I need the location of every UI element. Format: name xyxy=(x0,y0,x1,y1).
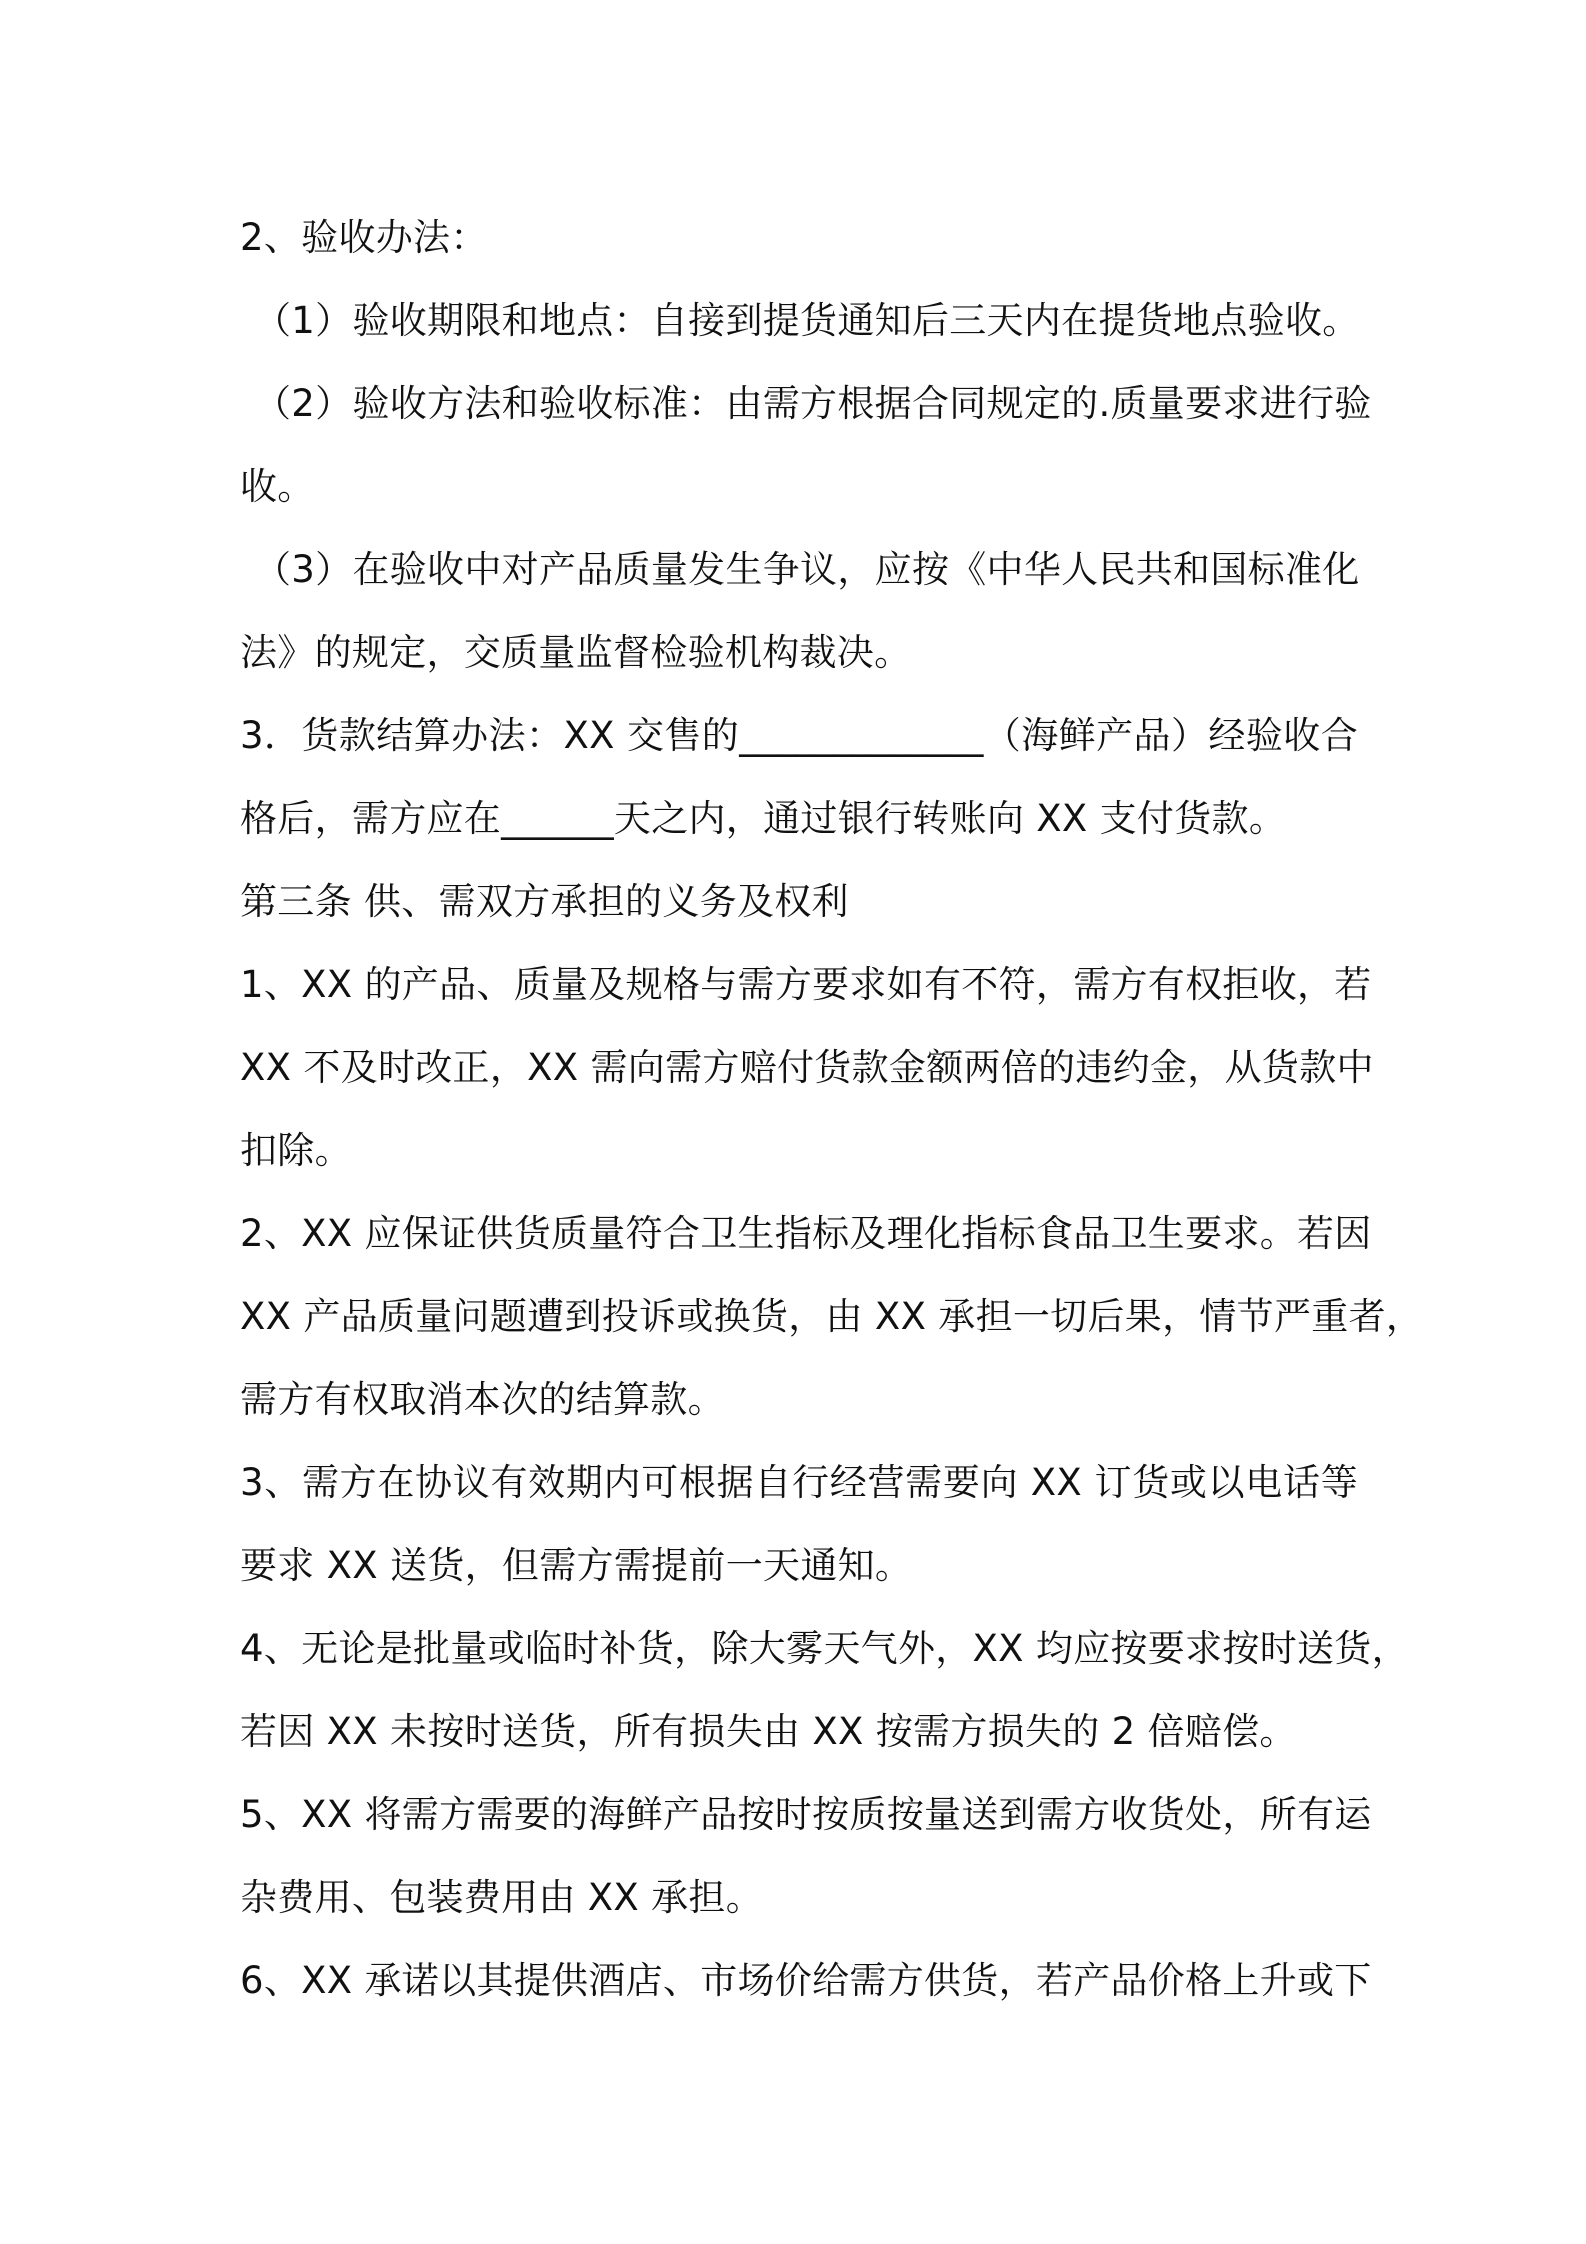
text-line: 杂费用、包装费用由 XX 承担。 xyxy=(240,1876,764,1919)
text-line: 要求 XX 送货，但需方需提前一天通知。 xyxy=(240,1544,913,1587)
text-line: 6、XX 承诺以其提供酒店、市场价给需方供货，若产品价格上升或下 xyxy=(240,1959,1372,2002)
text-line: （1）验收期限和地点：自接到提货通知后三天内在提货地点验收。 xyxy=(254,299,1360,342)
text-line: 2、验收办法： xyxy=(240,216,488,259)
text-line: （3）在验收中对产品质量发生争议，应按《中华人民共和国标准化 xyxy=(254,548,1360,591)
text-line: 1、XX 的产品、质量及规格与需方要求如有不符，需方有权拒收，若 xyxy=(240,963,1372,1006)
text-line: 第三条 供、需双方承担的义务及权利 xyxy=(240,880,849,923)
text-line: 3、需方在协议有效期内可根据自行经营需要向 XX 订货或以电话等 xyxy=(240,1461,1358,1504)
text-line: 5、XX 将需方需要的海鲜产品按时按质按量送到需方收货处，所有运 xyxy=(240,1793,1372,1836)
text-line: 3．货款结算办法：XX 交售的_____________（海鲜产品）经验收合 xyxy=(240,714,1358,757)
text-line: 需方有权取消本次的结算款。 xyxy=(240,1378,725,1421)
document-body xyxy=(240,196,1424,2022)
text-line: 4、无论是批量或临时补货，除大雾天气外，XX 均应按要求按时送货， xyxy=(240,1627,1409,1670)
text-line: 收。 xyxy=(240,465,315,508)
text-line: 法》的规定，交质量监督检验机构裁决。 xyxy=(240,631,912,674)
text-line: XX 产品质量问题遭到投诉或换货，由 XX 承担一切后果，情节严重者， xyxy=(240,1295,1424,1338)
text-line: 扣除。 xyxy=(240,1129,352,1172)
text-line: XX 不及时改正，XX 需向需方赔付货款金额两倍的违约金，从货款中 xyxy=(240,1046,1374,1089)
text-line: （2）验收方法和验收标准：由需方根据合同规定的.质量要求进行验 xyxy=(254,382,1372,425)
text-line: 2、XX 应保证供货质量符合卫生指标及理化指标食品卫生要求。若因 xyxy=(240,1212,1372,1255)
text-line: 若因 XX 未按时送货，所有损失由 XX 按需方损失的 2 倍赔偿。 xyxy=(240,1710,1297,1753)
text-line: 格后，需方应在______天之内，通过银行转账向 XX 支付货款。 xyxy=(240,797,1287,840)
